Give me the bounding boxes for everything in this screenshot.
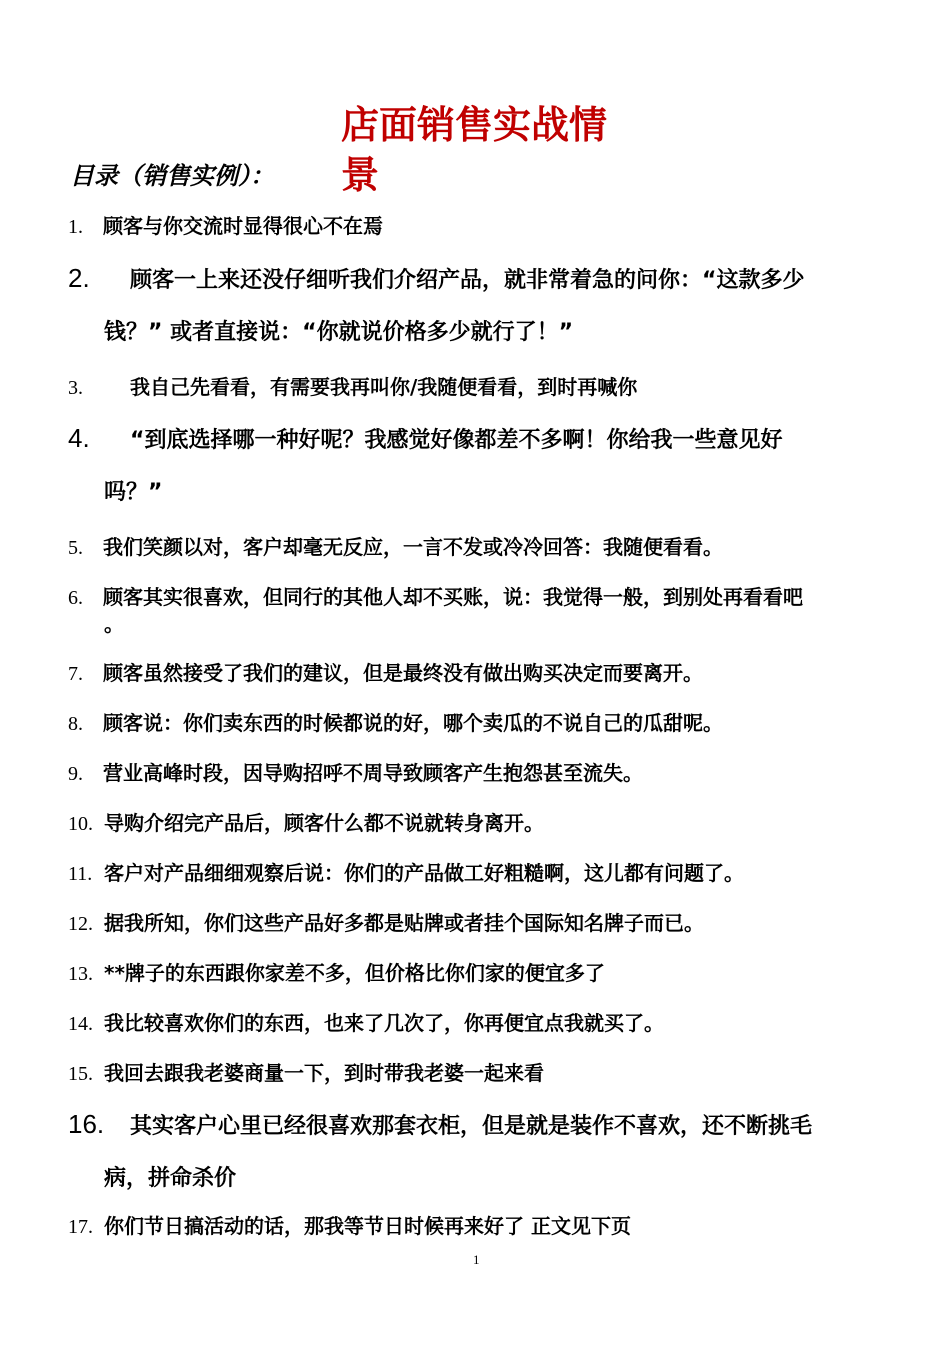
item-number: 2. [68, 263, 90, 293]
item-number: 17. [68, 1216, 93, 1238]
toc-item-2 [68, 252, 908, 359]
item-number: 12. [68, 913, 93, 935]
item-text: 营业高峰时段，因导购招呼不周导致顾客产生抱怨甚至流失。 [103, 761, 643, 785]
item-text: 其实客户心里已经很喜欢那套衣柜，但是就是装作不喜欢，还不断挑毛 [130, 1114, 813, 1139]
toc-item-4 [68, 412, 908, 519]
item-number: 7. [68, 663, 83, 685]
toc-item-6 [68, 584, 908, 637]
toc-item-15 [68, 1060, 908, 1087]
page-title: 店面销售实战情景 [341, 103, 608, 197]
item-text: 我回去跟我老婆商量一下，到时带我老婆一起来看 [104, 1061, 544, 1085]
item-text: 我比较喜欢你们的东西，也来了几次了，你再便宜点我就买了。 [104, 1011, 664, 1035]
toc-item-14 [68, 1010, 908, 1037]
item-number: 13. [68, 963, 93, 985]
item-number: 3. [68, 377, 83, 399]
item-text: 据我所知，你们这些产品好多都是贴牌或者挂个国际知名牌子而已。 [104, 911, 704, 935]
toc-item-10 [68, 810, 908, 837]
item-text: “到底选择哪一种好呢？我感觉好像都差不多啊！你给我一些意见好 [130, 428, 783, 453]
toc-item-9 [68, 760, 908, 787]
item-number: 4. [68, 423, 90, 453]
item-number: 10. [68, 813, 93, 835]
item-text: 顾客其实很喜欢，但同行的其他人却不买账，说：我觉得一般，到别处再看看吧 [103, 585, 803, 609]
toc-item-13 [68, 960, 908, 987]
page-number: 1 [473, 1252, 480, 1267]
item-number: 15. [68, 1063, 93, 1085]
toc-item-16 [68, 1098, 908, 1205]
item-text-continued: 吗？” [104, 480, 163, 505]
item-number: 6. [68, 587, 83, 609]
item-number: 14. [68, 1013, 93, 1035]
item-text: 客户对产品细细观察后说：你们的产品做工好粗糙啊，这儿都有问题了。 [104, 861, 744, 885]
item-text: 你们节日搞活动的话，那我等节日时候再来好了 正文见下页 [104, 1214, 631, 1238]
toc-item-8 [68, 710, 908, 737]
item-text-continued: 钱？” 或者直接说：“你就说价格多少就行了！” [104, 320, 574, 345]
item-text-continued: 。 [104, 612, 124, 636]
toc-item-1 [68, 213, 908, 240]
toc-item-5 [68, 534, 908, 561]
item-text: 我们笑颜以对，客户却毫无反应，一言不发或冷冷回答：我随便看看。 [103, 535, 723, 559]
item-number: 1. [68, 216, 83, 238]
item-text: 顾客虽然接受了我们的建议，但是最终没有做出购买决定而要离开。 [103, 661, 703, 685]
toc-item-12 [68, 910, 908, 937]
toc-item-7 [68, 660, 908, 687]
item-text: 导购介绍完产品后，顾客什么都不说就转身离开。 [104, 811, 544, 835]
toc-heading: 目录（销售实例）： [70, 162, 274, 190]
item-text: 顾客与你交流时显得很心不在焉 [103, 214, 383, 238]
toc-item-11 [68, 860, 908, 887]
item-number: 8. [68, 713, 83, 735]
item-text: **牌子的东西跟你家差不多，但价格比你们家的便宜多了 [104, 961, 605, 985]
item-text: 顾客一上来还没仔细听我们介绍产品，就非常着急的问你：“这款多少 [130, 268, 805, 293]
item-number: 16. [68, 1109, 105, 1139]
item-text: 我自己先看看，有需要我再叫你/我随便看看，到时再喊你 [130, 375, 638, 399]
toc-item-17 [68, 1213, 908, 1240]
item-text: 顾客说：你们卖东西的时候都说的好，哪个卖瓜的不说自己的瓜甜呢。 [103, 711, 723, 735]
toc-item-3 [68, 374, 908, 401]
item-text-continued: 病，拼命杀价 [104, 1166, 237, 1191]
item-number: 11. [68, 863, 93, 885]
item-number: 5. [68, 537, 83, 559]
item-number: 9. [68, 763, 83, 785]
